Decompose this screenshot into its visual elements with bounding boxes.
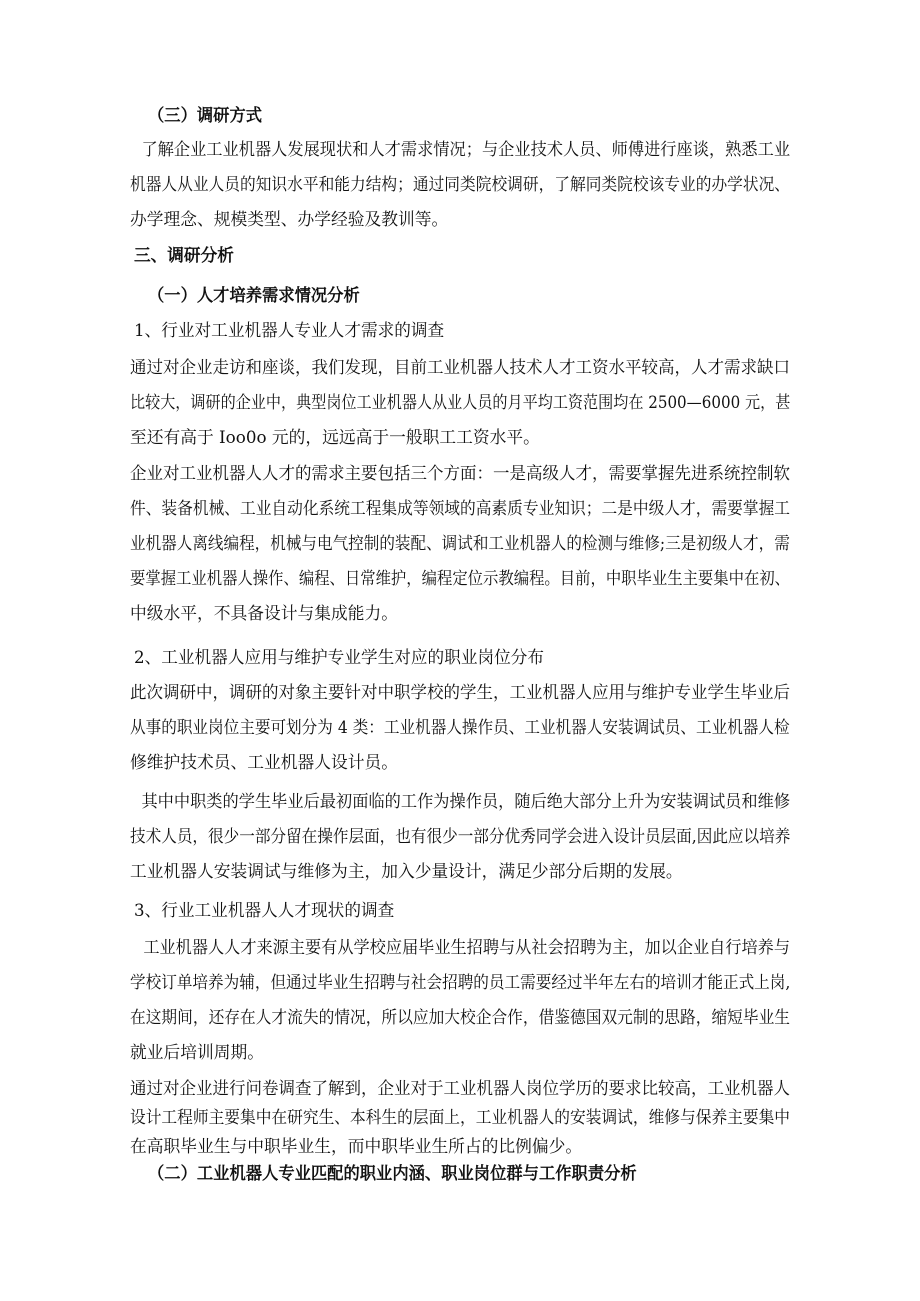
text-line: 此次调研中，调研的对象主要针对中职学校的学生，工业机器人应用与维护专业学生毕业后 xyxy=(130,683,791,703)
text-line: 就业后培训周期。 xyxy=(130,1043,264,1063)
text-line: 技术人员，很少一部分留在操作层面，也有很少一部分优秀同学会进入设计员层面,因此应以培养 xyxy=(130,827,791,847)
section-heading-analysis: 三、调研分析 xyxy=(134,246,234,266)
text-line: 了解企业工业机器人发展现状和人才需求情况；与企业技术人员、师傅进行座谈，熟悉工业 xyxy=(141,140,791,160)
item-title-3: 3、行业工业机器人人才现状的调查 xyxy=(134,901,395,921)
text-line: 办学理念、规模类型、办学经验及教训等。 xyxy=(130,210,449,230)
text-line: 其中中职类的学生毕业后最初面临的工作为操作员，随后绝大部分上升为安装调试员和维修 xyxy=(141,792,791,812)
text-line: 件、装备机械、工业自动化系统工程集成等领域的高素质专业知识；二是中级人才，需要掌握工 xyxy=(130,499,791,519)
paragraph-talent-status xyxy=(130,931,800,1071)
text-line: 设计工程师主要集中在研究生、本科生的层面上，工业机器人的安装调试，维修与保养主要集中 xyxy=(130,1108,791,1128)
text-line: 工业机器人人才来源主要有从学校应届毕业生招聘与从社会招聘为主，加以企业自行培养与 xyxy=(143,938,790,958)
paragraph-survey-education xyxy=(130,1075,800,1162)
subsection-heading-job-analysis: （二）工业机器人专业匹配的职业内涵、职业岗位群与工作职责分析 xyxy=(148,1164,637,1184)
text-line: 业机器人离线编程，机械与电气控制的装配、调试和工业机器人的检测与维修;三是初级人才，需 xyxy=(130,534,790,554)
text-line: 企业对工业机器人人才的需求主要包括三个方面：一是高级人才，需要掌握先进系统控制软 xyxy=(130,464,791,484)
paragraph-research-method xyxy=(130,133,800,238)
text-line: 在高职毕业生与中职毕业生，而中职毕业生所占的比例偏少。 xyxy=(130,1137,583,1157)
text-line: 通过对企业进行问卷调查了解到，企业对于工业机器人岗位学历的要求比较高，工业机器人 xyxy=(130,1079,791,1099)
text-line: 从事的职业岗位主要可划分为 4 类：工业机器人操作员、工业机器人安装调试员、工业机器人检 xyxy=(130,718,790,738)
subsection-heading-talent-demand: （一）人才培养需求情况分析 xyxy=(148,286,360,306)
paragraph-talent-levels xyxy=(130,457,800,632)
text-line: 工业机器人安装调试与维修为主，加入少量设计，满足少部分后期的发展。 xyxy=(130,862,683,882)
text-line: 学校订单培养为辅，但通过毕业生招聘与社会招聘的员工需要经过半年左右的培训才能正式上岗, xyxy=(130,973,791,993)
paragraph-job-distribution xyxy=(130,676,800,781)
text-line: 修维护技术员、工业机器人设计员。 xyxy=(130,753,398,773)
text-line: 中级水平，不具备设计与集成能力。 xyxy=(130,604,398,624)
paragraph-salary xyxy=(130,351,800,456)
text-line: 要掌握工业机器人操作、编程、日常维护，编程定位示教编程。目前，中职毕业生主要集中在初、 xyxy=(130,569,791,589)
text-line: 机器人从业人员的知识水平和能力结构；通过同类院校调研，了解同类院校该专业的办学状况、 xyxy=(130,175,791,195)
text-line: 在这期间，还存在人才流失的情况，所以应加大校企合作，借鉴德国双元制的思路，缩短毕业生 xyxy=(130,1008,791,1028)
item-title-1: 1、行业对工业机器人专业人才需求的调查 xyxy=(134,321,445,341)
paragraph-career-path xyxy=(130,785,800,890)
text-line: 至还有高于 Ioo0o 元的，远远高于一般职工工资水平。 xyxy=(130,428,540,448)
item-title-2: 2、工业机器人应用与维护专业学生对应的职业岗位分布 xyxy=(134,648,545,668)
text-line: 通过对企业走访和座谈，我们发现，目前工业机器人技术人才工资水平较高，人才需求缺口 xyxy=(130,358,791,378)
text-line: 比较大，调研的企业中，典型岗位工业机器人从业人员的月平均工资范围均在 2500—6000 元，甚 xyxy=(130,393,791,413)
section-heading-research-method: （三）调研方式 xyxy=(148,106,263,126)
